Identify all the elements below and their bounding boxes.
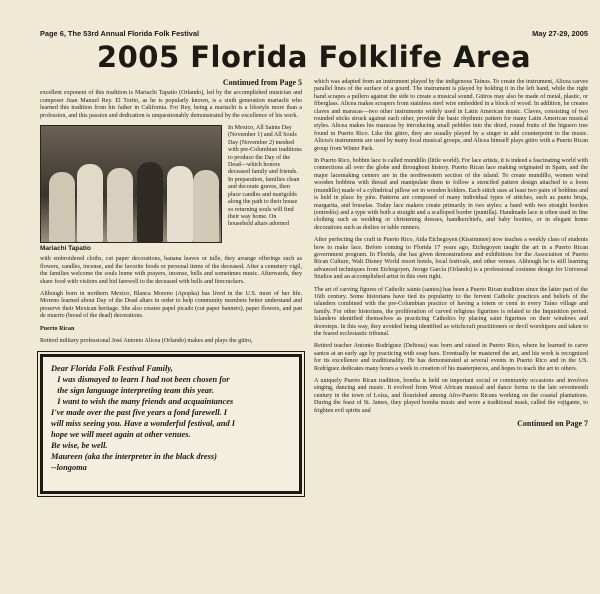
paragraph: Retired teacher Antonio Rodríguez (Deltona) was born and raised in Puerto Rico, where he learned to carve santos at an early age by practicing with soap bars. Eventually he mastered the art, and his work is recognized for its excellence and traditionality. He has demonstrated at several events in Puerto Rico and in the US. Rodríguez dedicates many hours a week to creation of his masterpieces, and hopes to teach the art to others. [314, 343, 588, 372]
letter-line: --longoma [51, 462, 87, 472]
letter-line: I've made over the past five years a fond farewell. I [51, 407, 228, 417]
article-columns [40, 79, 588, 594]
continued-on: Continued on Page 7 [517, 419, 588, 429]
paragraph: In Puerto Rico, bobbin lace is called mundillo (little world). For lace artists, it is indeed a fascinating world with connections all over the globe and throughout history. Puerto Rican lace making originated in Spain, and the major lacemaking centers are in the northwestern section of the island. To create mundillo, women wind wooden bobbins with thread and manipulate them to follow a stenciled pattern design attached to a loom (mundillo) made of a cylindrical pillow set in wooden holders. Each stitch uses at least two pairs of bobbins and is held in place by pins. Patterns are composed of many individual types of stitches, such as punto bruja, margarita, and bruselas. Today lace makers create primarily in two styles: a band with two straight borders (entredós) and a type with both a straight and a scalloped border (puntilla). Handmade lace is often used in fine clothing such as wedding or christening dresses, handkerchiefs, and baby booties, or in elegant home decorations such as doilies or table runners. [314, 158, 588, 231]
side-paragraph: In Mexico, All Saints Day (November 1) and All Souls Day (November 2) meshed with pre-Columbian traditions to produce the Day of the Dead—which honors deceased family and friends. In preparation, families clean and decorate graves, then place candles and marigolds along the path to their house so returning souls will find their way home. On household altars adorned [228, 125, 302, 228]
paragraph: Retired military professional José Antonio Alicea (Orlando) makes and plays the güiro, [40, 338, 253, 345]
letter-line: will miss seeing you. Have a wonderful festival, and I [51, 418, 236, 428]
left-column [40, 79, 302, 594]
letter-line: Be wise, be well. [51, 440, 108, 450]
photo-caption: Mariachi Tapatío [40, 245, 91, 253]
paragraph: A uniquely Puerto Rican tradition, bomba is held on important social or community occasions and involves singing, dancing and music. It evolved from West African musical and dance forms in the late seventeenth century in the town of Loíza, and flourished among Afro-Puerto Ricans working on the coastal plantations. During the feast of St. James, they played bomba music and wore a traditional mask, called the vejigante, to frighten evil spirits and [314, 378, 588, 414]
letter-line: hope we will meet again at other venues. [51, 429, 191, 439]
running-header [40, 0, 588, 38]
photo-figure [40, 125, 222, 252]
header-right: May 27-29, 2005 [532, 29, 588, 38]
page-title: 2005 Florida Folklife Area [96, 40, 532, 74]
letter-line: Maureen (aka the interpreter in the black dress) [51, 451, 217, 461]
paragraph: which was adapted from an instrument played by the indigenous Taínos. To create the instrument, Alicea carves parallel lines of the surface of a gourd. The instrument is played by holding it in the left hand, while the right hand scrapes a pullero against the side to create a musical sound. Güiros may also be made of metal, plastic, or fiberglass. Alicea makes scrapers from stainless steel wire embedded in a block of wood. In addition, he creates claves and maracas—two other instruments widely used in Latin American music. Claves, consisting of two rounded sticks struck against each other, provide the basic rhythmic pattern for many Latin American musical styles. Alicea makes his maracas by introducing small pebbles into the dried, round fruits of the higuero tree found in Puerto Rico. Like the güiro, they are usually played by a singer to add counterpoint to the music. Alicea's instruments are used by many local musical groups, and Alicea himself plays güiro with a Puerto Rican group from Winter Park. [314, 79, 588, 152]
section-subhead: Puerto Rican [40, 325, 75, 332]
letter-line: the sign language interpreting team this year. [51, 385, 214, 395]
paragraph: Although born in northern Mexico, Blanca Moreno (Apopka) has lived in the U.S. most of her life. Moreno learned about Day of the Dead altars in order to help community members better understand and preserve their Mexican heritage. She also creates papel picado (cut paper banners), paper flowers, and pan de muerto (bread of the dead) decorations. [40, 291, 302, 320]
letter-line: Dear Florida Folk Festival Family, [51, 363, 173, 373]
paragraph: excellent exponent of this tradition is Mariachi Tapatío (Orlando), led by the accomplished musician and composer Juan Manuel Rey. El Torito, as he is popularly known, is a sixth generation mariachi who learned this tradition from his father in California. For Rey, being a mariachi is a lifestyle more than a profession, and this passion and dedication is unquestionably demonstrated by the excellence of his work. [40, 90, 302, 119]
letter-line: I was dismayed to learn I had not been chosen for [51, 374, 230, 384]
mariachi-photo [40, 125, 222, 243]
farewell-letter-box [40, 354, 302, 494]
paragraph: with embroidered cloths, cut paper decorations, banana leaves or tulle, they arrange offerings such as flowers, candles, incense, and the favorite foods or personal items of the deceased. After a cemetery vigil, the families welcome the souls home with prayers, incense, bells and sometimes music. Afterwards, they share food with visitors and bid farewell to the deceased with bells and firecrackers. [40, 256, 302, 285]
continued-from: Continued from Page 5 [222, 78, 302, 87]
paragraph: After perfecting the craft in Puerto Rico, Aida Etchegoyen (Kissimmee) now teaches a weekly class of students how to make lace. Before coming to Florida 17 years ago, Etchegoyen taught the art in a Puerto Rican government program. In Florida, she has given demonstrations and exhibitions for the Association of Puerto Rican Culture, Walt Disney World resort hotels, local festivals, and other venues. Although he is still learning advanced techniques from Etchegoyen, Jeorge García (Orlando) is a professional costume design for Universal Studios and an accomplished artist in this own right. [314, 237, 588, 281]
right-column [314, 79, 588, 594]
paragraph: The art of carving figures of Catholic saints (santos) has been a Puerto Rican tradition since the latter part of the 16th century. Some historians have tied its popularity to the fervent Catholic practices and beliefs of the islanders combined with the pre-Columbian practice of having a totem or cemí in every Taíno village and family. For other historians, the proliferation of carved religious figurines is related to the Inquisition period. Islanders identified themselves as practicing Catholics by placing saint figurines on their windows and doorsteps. In this way, they avoided being identified as witchcraft practitioners or devil worshipers and taken to the feared ecclesiastic tribunal. [314, 286, 588, 337]
photo-block [40, 125, 302, 252]
header-left: Page 6, The 53rd Annual Florida Folk Festival [40, 29, 200, 38]
letter-line: I want to wish the many friends and acquaintances [51, 396, 234, 406]
